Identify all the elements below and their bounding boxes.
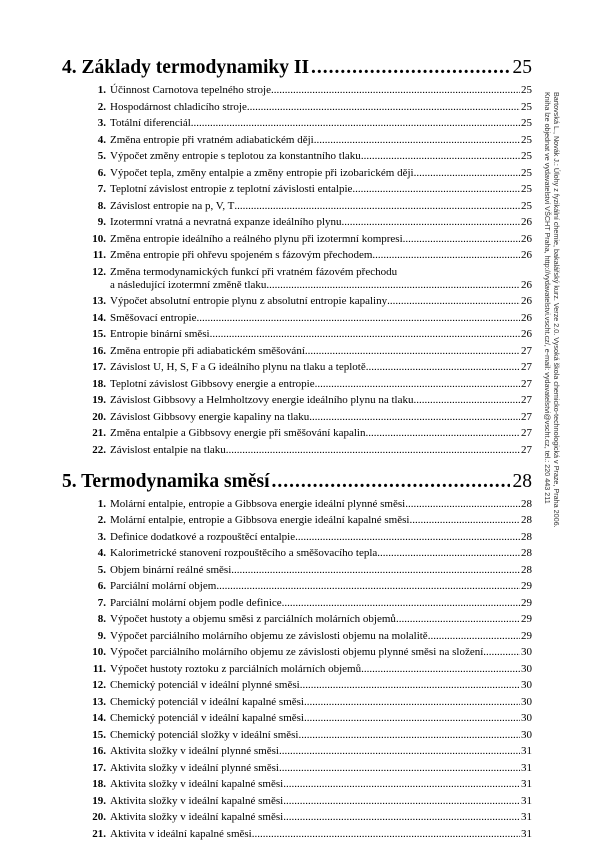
leader-dots xyxy=(252,828,520,841)
toc-entry[interactable] xyxy=(62,514,532,527)
entry-title: Závislost U, H, S, F a G ideálního plynu na tlaku a teplotě xyxy=(110,361,366,373)
leader-dots xyxy=(271,470,509,494)
toc-entry[interactable] xyxy=(62,679,532,692)
entry-title: Kalorimetrické stanovení rozpouštěcího a směšovacího tepla xyxy=(110,547,378,559)
entry-number: 15. xyxy=(92,728,106,741)
entry-page-number: 25 xyxy=(521,150,532,162)
entry-title: Výpočet hustoty roztoku z parciálních molárních objemů xyxy=(110,662,362,675)
entry-number: 7. xyxy=(97,596,106,609)
leader-dots xyxy=(279,762,520,775)
toc-entry[interactable] xyxy=(62,117,532,130)
entry-page-number: 25 xyxy=(521,133,532,146)
entry-number: 5. xyxy=(97,150,106,162)
side-note-line-1: Bartovská L., Novák J.: Úlohy z fyzikální chemie, bakalářský kurz. Verze 2.0. Vysoká škola chemicko-technologická v Praze, Praha 2006. xyxy=(552,92,561,528)
entry-title: Aktivita složky v ideální kapalné směsi xyxy=(110,778,284,790)
toc-entry[interactable] xyxy=(62,233,532,246)
entry-page-number: 28 xyxy=(521,497,532,510)
leader-dots xyxy=(226,444,520,457)
entry-page-number: 31 xyxy=(521,827,532,840)
entry-page-number: 28 xyxy=(521,563,532,576)
toc-entry[interactable] xyxy=(62,613,532,626)
toc-page xyxy=(62,56,532,844)
toc-entry[interactable] xyxy=(62,712,532,725)
entry-title-line-2: a následující izotermní změně tlaku xyxy=(110,278,267,291)
toc-entry[interactable] xyxy=(62,795,532,808)
entry-title: Aktivita v ideální kapalné směsi xyxy=(110,827,252,840)
entry-number: 13. xyxy=(92,695,106,708)
entry-number: 2. xyxy=(97,100,106,113)
leader-dots xyxy=(428,630,520,643)
leader-dots xyxy=(309,411,520,424)
leader-dots xyxy=(295,531,520,544)
entry-page-number: 27 xyxy=(521,344,532,357)
toc-entry[interactable] xyxy=(62,249,532,262)
entry-title: Objem binární reálné směsi xyxy=(110,563,232,576)
chapter-title: 4. Základy termodynamiky II xyxy=(62,57,310,78)
side-note-line-2: Kniha lze objednat ve vydavatelství VŠCHT Praha, http://vydavatelstvi.vscht.cz/, e-mail: vydavatelstvi@vscht.cz, tel.: 220 443 211 xyxy=(543,92,552,504)
entry-title: Směšovací entropie xyxy=(110,311,197,324)
leader-dots xyxy=(283,778,520,791)
entry-number: 2. xyxy=(97,514,106,526)
entry-number: 6. xyxy=(97,166,106,179)
leader-dots xyxy=(361,663,520,676)
entry-number: 20. xyxy=(92,410,106,423)
entry-page-number: 30 xyxy=(521,712,532,724)
toc-entry[interactable] xyxy=(62,101,532,114)
entry-number: 21. xyxy=(92,427,106,439)
toc-entry[interactable] xyxy=(62,394,532,407)
toc-entry[interactable] xyxy=(62,729,532,742)
entry-page-number: 26 xyxy=(521,311,532,324)
entry-page-number: 26 xyxy=(521,295,532,307)
entry-page-number: 30 xyxy=(521,728,532,741)
toc-entry[interactable] xyxy=(62,295,532,308)
leader-dots xyxy=(387,295,520,308)
entry-page-number: 29 xyxy=(521,613,532,625)
entry-number: 18. xyxy=(92,377,106,390)
entry-title: Změna entropie ideálního a reálného plynu při izotermní kompresi xyxy=(110,232,403,245)
entry-number: 1. xyxy=(97,84,106,96)
entry-title: Totální diferenciál xyxy=(110,117,191,129)
toc-entry[interactable] xyxy=(62,663,532,676)
entry-page-number: 27 xyxy=(521,361,532,373)
leader-dots xyxy=(372,249,520,262)
entry-page-number: 25 xyxy=(521,199,532,212)
toc-entry[interactable] xyxy=(62,778,532,791)
entry-title: Aktivita složky v ideální kapalné směsi xyxy=(110,811,284,823)
leader-dots xyxy=(361,150,520,163)
entry-title: Změna entropie při adiabatickém směšování xyxy=(110,344,305,357)
leader-dots xyxy=(279,745,520,758)
leader-dots xyxy=(409,514,520,527)
entry-title: Závislost Gibbsovy a Helmholtzovy energie ideálního plynu na tlaku xyxy=(110,394,414,406)
toc-entry[interactable] xyxy=(62,630,532,643)
entry-title: Výpočet parciálního molárního objemu ze závislosti objemu na molalitě xyxy=(110,629,428,642)
entry-number: 10. xyxy=(92,646,106,658)
entry-title: Aktivita složky v ideální plynné směsi xyxy=(110,761,279,774)
leader-dots xyxy=(305,345,520,358)
toc-entry[interactable] xyxy=(62,811,532,824)
leader-dots xyxy=(396,613,520,626)
entry-page-number: 27 xyxy=(521,410,532,423)
entry-title: Změna termodynamických funkcí při vratném fázovém přechodu xyxy=(110,265,398,278)
entry-number: 8. xyxy=(97,199,106,212)
entry-page-number: 25 xyxy=(521,166,532,179)
entry-number: 8. xyxy=(97,613,106,625)
entry-number: 4. xyxy=(97,547,106,559)
leader-dots xyxy=(405,498,520,511)
toc-entry[interactable] xyxy=(62,216,532,229)
entry-title: Molární entalpie, entropie a Gibbsova energie ideální plynné směsi xyxy=(110,497,406,510)
toc-entry[interactable] xyxy=(62,745,532,758)
chapter-heading[interactable] xyxy=(62,56,532,80)
entry-number: 12. xyxy=(92,679,106,691)
entry-list xyxy=(62,498,532,841)
leader-dots xyxy=(413,394,520,407)
leader-dots xyxy=(414,167,520,180)
entry-page-number: 31 xyxy=(521,745,532,757)
entry-number: 18. xyxy=(92,778,106,790)
entry-number: 3. xyxy=(97,530,106,543)
toc-entry[interactable] xyxy=(62,696,532,709)
entry-title: Závislost entropie na p, V, T xyxy=(110,199,235,212)
entry-title: Závislost Gibbsovy energie kapaliny na tlaku xyxy=(110,410,310,423)
toc-entry[interactable] xyxy=(62,498,532,511)
entry-page-number: 30 xyxy=(521,646,532,658)
entry-number: 19. xyxy=(92,794,106,807)
leader-dots xyxy=(234,200,520,213)
leader-dots xyxy=(352,183,520,196)
entry-number: 4. xyxy=(97,133,106,146)
leader-dots xyxy=(304,712,520,725)
entry-title: Výpočet absolutní entropie plynu z absolutní entropie kapaliny xyxy=(110,295,388,307)
leader-dots xyxy=(196,312,520,325)
entry-page-number: 27 xyxy=(521,443,532,456)
entry-page-number: 26 xyxy=(521,249,532,261)
entry-title: Molární entalpie, entropie a Gibbsova energie ideální kapalné směsi xyxy=(110,514,410,526)
entry-title: Závislost entalpie na tlaku xyxy=(110,443,226,456)
entry-title: Entropie binární směsi xyxy=(110,328,210,340)
entry-title: Aktivita složky v ideální kapalné směsi xyxy=(110,794,284,807)
entry-page-number: 30 xyxy=(521,695,532,708)
entry-title: Chemický potenciál v ideální kapalné směsi xyxy=(110,712,304,724)
entry-title: Parciální molární objem xyxy=(110,580,217,592)
toc-entry[interactable] xyxy=(62,328,532,341)
toc-entry[interactable] xyxy=(62,646,532,659)
toc-entry[interactable] xyxy=(62,134,532,147)
toc-entry[interactable] xyxy=(62,547,532,560)
leader-dots xyxy=(315,378,520,391)
entry-page-number: 30 xyxy=(521,662,532,675)
entry-number: 14. xyxy=(92,712,106,724)
entry-page-number: 26 xyxy=(521,232,532,245)
entry-page-number: 30 xyxy=(521,679,532,691)
leader-dots xyxy=(282,597,520,610)
leader-dots xyxy=(191,117,520,130)
entry-number: 9. xyxy=(97,216,106,228)
entry-title: Výpočet parciálního molárního objemu ze závislosti objemu plynné směsi na složení xyxy=(110,646,484,658)
leader-dots xyxy=(266,279,520,292)
entry-page-number: 28 xyxy=(521,514,532,526)
leader-dots xyxy=(216,580,520,593)
chapter-title: 5. Termodynamika směsí xyxy=(62,470,270,492)
entry-title: Chemický potenciál v ideální plynné směsi xyxy=(110,679,300,691)
entry-number: 20. xyxy=(92,811,106,823)
entry-number: 10. xyxy=(92,232,106,245)
entry-number: 15. xyxy=(92,328,106,340)
leader-dots xyxy=(304,696,520,709)
entry-title: Výpočet hustoty a objemu směsi z parciálních molárních objemů xyxy=(110,613,396,625)
leader-dots xyxy=(342,216,520,229)
leader-dots xyxy=(283,811,520,824)
leader-dots xyxy=(377,547,520,560)
entry-page-number: 26 xyxy=(521,278,532,291)
entry-page-number: 31 xyxy=(521,778,532,790)
entry-page-number: 29 xyxy=(521,629,532,642)
entry-number: 1. xyxy=(97,497,106,510)
entry-number: 5. xyxy=(97,563,106,576)
entry-page-number: 25 xyxy=(521,100,532,113)
toc-entry[interactable] xyxy=(62,378,532,391)
side-note xyxy=(537,92,561,752)
toc-entry[interactable] xyxy=(62,84,532,97)
entry-number: 12. xyxy=(92,265,106,278)
entry-number: 13. xyxy=(92,295,106,307)
toc-entry-continuation[interactable] xyxy=(62,279,532,292)
toc-entry[interactable] xyxy=(62,564,532,577)
entry-list xyxy=(62,84,532,457)
entry-number: 6. xyxy=(97,580,106,592)
entry-page-number: 31 xyxy=(521,794,532,807)
leader-dots xyxy=(300,679,520,692)
entry-page-number: 31 xyxy=(521,811,532,823)
entry-number: 7. xyxy=(97,183,106,195)
leader-dots xyxy=(483,646,520,659)
toc-entry[interactable] xyxy=(62,312,532,325)
leader-dots xyxy=(299,729,521,742)
toc-entry[interactable] xyxy=(62,531,532,544)
leader-dots xyxy=(311,56,509,80)
leader-dots xyxy=(366,361,520,374)
leader-dots xyxy=(271,84,520,97)
entry-title: Výpočet tepla, změny entalpie a změny entropie při izobarickém ději xyxy=(110,166,414,179)
toc-entry[interactable] xyxy=(62,828,532,841)
entry-page-number: 28 xyxy=(521,547,532,559)
chapter-page-number: 25 xyxy=(512,57,532,78)
entry-title: Teplotní závislost Gibbsovy energie a entropie xyxy=(110,377,315,390)
entry-number: 9. xyxy=(97,629,106,642)
toc-entry[interactable] xyxy=(62,444,532,457)
entry-number: 17. xyxy=(92,761,106,774)
chapter-page-number: 28 xyxy=(512,470,532,492)
entry-title: Aktivita složky v ideální plynné směsi xyxy=(110,745,279,757)
entry-title: Účinnost Carnotova tepelného stroje xyxy=(110,84,271,96)
toc-entry[interactable] xyxy=(62,580,532,593)
toc-entry[interactable] xyxy=(62,597,532,610)
entry-title: Změna entalpie a Gibbsovy energie při směšování kapalin xyxy=(110,427,366,439)
leader-dots xyxy=(247,101,520,114)
entry-page-number: 31 xyxy=(521,761,532,774)
entry-number: 22. xyxy=(92,443,106,456)
toc-entry[interactable] xyxy=(62,183,532,196)
toc-entry[interactable] xyxy=(62,762,532,775)
toc-entry[interactable] xyxy=(62,411,532,424)
entry-page-number: 27 xyxy=(521,427,532,439)
entry-page-number: 25 xyxy=(521,183,532,195)
entry-page-number: 25 xyxy=(521,117,532,129)
entry-number: 16. xyxy=(92,344,106,357)
entry-number: 19. xyxy=(92,394,106,406)
entry-title: Změna entropie při vratném adiabatickém ději xyxy=(110,133,314,146)
entry-number: 3. xyxy=(97,117,106,129)
leader-dots xyxy=(365,427,520,440)
entry-page-number: 26 xyxy=(521,216,532,228)
entry-number: 17. xyxy=(92,361,106,373)
entry-page-number: 27 xyxy=(521,377,532,390)
entry-page-number: 27 xyxy=(521,394,532,406)
entry-title: Hospodárnost chladicího stroje xyxy=(110,100,247,113)
leader-dots xyxy=(210,328,520,341)
leader-dots xyxy=(314,134,520,147)
entry-page-number: 28 xyxy=(521,530,532,543)
toc-entry[interactable] xyxy=(62,167,532,180)
entry-number: 16. xyxy=(92,745,106,757)
entry-page-number: 29 xyxy=(521,596,532,609)
entry-title: Chemický potenciál v ideální kapalné směsi xyxy=(110,695,304,708)
toc-entry[interactable] xyxy=(62,266,532,279)
entry-number: 11. xyxy=(92,249,106,261)
entry-title: Výpočet změny entropie s teplotou za konstantního tlaku xyxy=(110,150,361,162)
entry-number: 11. xyxy=(92,662,106,675)
entry-title: Definice dodatkové a rozpouštěcí entalpie xyxy=(110,530,296,543)
toc-entry[interactable] xyxy=(62,150,532,163)
entry-title: Změna entropie při ohřevu spojeném s fázovým přechodem xyxy=(110,249,373,261)
entry-title: Izotermní vratná a nevratná expanze ideálního plynu xyxy=(110,216,342,228)
entry-page-number: 29 xyxy=(521,580,532,592)
entry-title: Parciální molární objem podle definice xyxy=(110,596,282,609)
toc-entry[interactable] xyxy=(62,361,532,374)
entry-number: 21. xyxy=(92,827,106,840)
entry-number: 14. xyxy=(92,311,106,324)
entry-page-number: 25 xyxy=(521,84,532,96)
leader-dots xyxy=(403,233,520,246)
chapter-heading[interactable] xyxy=(62,470,532,494)
leader-dots xyxy=(283,795,520,808)
entry-title: Chemický potenciál složky v ideální směsi xyxy=(110,728,299,741)
entry-title: Teplotní závislost entropie z teplotní závislosti entalpie xyxy=(110,183,353,195)
toc-entry[interactable] xyxy=(62,345,532,358)
toc-entry[interactable] xyxy=(62,427,532,440)
toc-entry[interactable] xyxy=(62,200,532,213)
entry-page-number: 26 xyxy=(521,328,532,340)
leader-dots xyxy=(231,564,520,577)
